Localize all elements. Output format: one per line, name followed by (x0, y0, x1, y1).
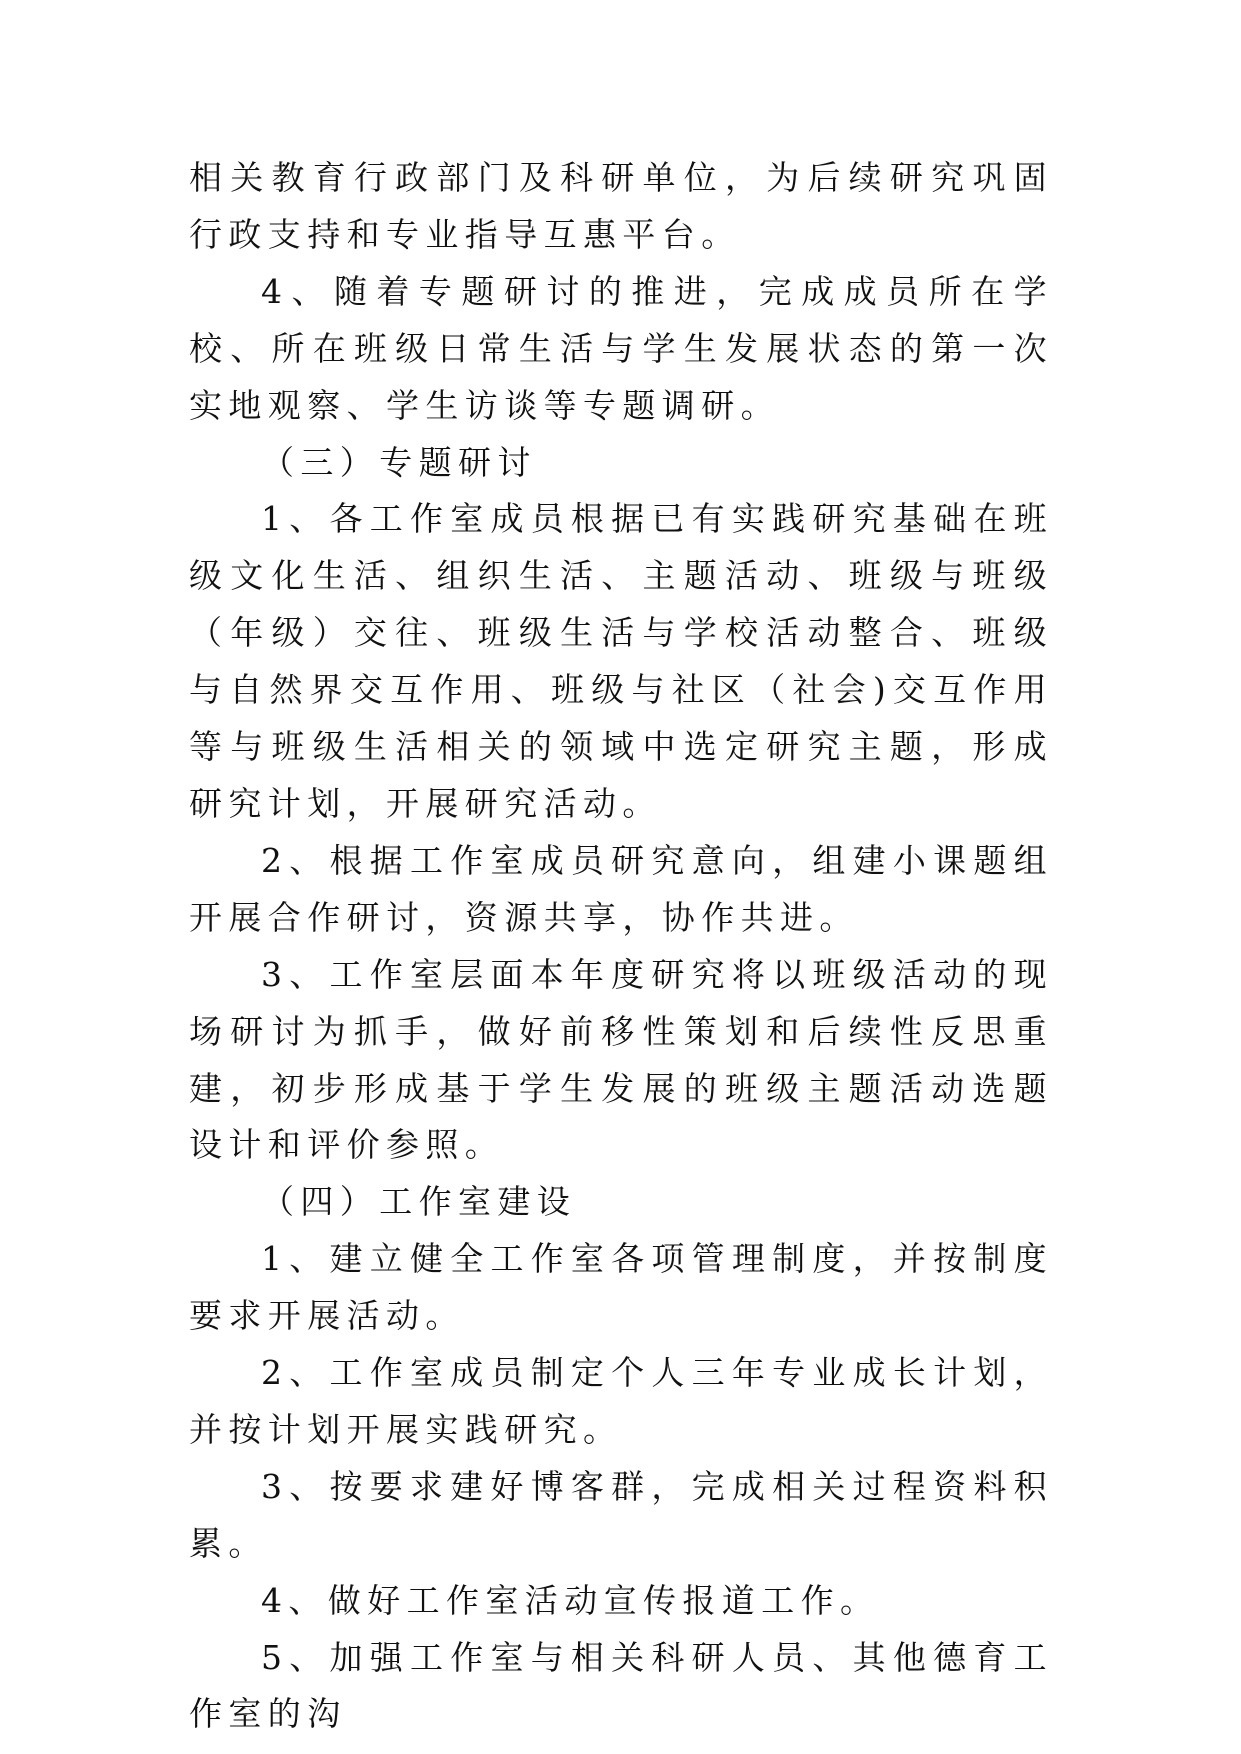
document-body (189, 150, 1053, 1743)
paragraph-item-4: 4、做好工作室活动宣传报道工作。 (261, 1580, 880, 1620)
paragraph-item-3: 3、按要求建好博客群，完成相关过程资料积累。 (189, 1466, 1053, 1563)
paragraph-item-4: 4、随着专题研讨的推进，完成成员所在学校、所在班级日常生活与学生发展状态的第一次实地观察、学生访谈等专题调研。 (189, 271, 1053, 425)
paragraph-item-2: 2、根据工作室成员研究意向，组建小课题组开展合作研讨，资源共享，协作共进。 (189, 840, 1053, 937)
paragraph-continuation: 相关教育行政部门及科研单位，为后续研究巩固行政支持和专业指导互惠平台。 (189, 158, 1053, 254)
paragraph-item-1: 1、建立健全工作室各项管理制度，并按制度要求开展活动。 (189, 1239, 1053, 1336)
section-heading-4: （四）工作室建设 (261, 1182, 577, 1222)
paragraph-item-1: 1、各工作室成员根据已有实践研究基础在班级文化生活、组织生活、主题活动、班级与班级（年级）交往、班级生活与学校活动整合、班级与自然界交互作用、班级与社区（社会)交互作用等与班级生活相关的领域中选定研究主题，形成研究计划，开展研究活动。 (189, 499, 1053, 823)
paragraph-item-3: 3、工作室层面本年度研究将以班级活动的现场研讨为抓手，做好前移性策划和后续性反思重建，初步形成基于学生发展的班级主题活动选题设计和评价参照。 (189, 954, 1053, 1165)
section-heading-3: （三）专题研讨 (261, 442, 537, 482)
paragraph-item-2: 2、工作室成员制定个人三年专业成长计划，并按计划开展实践研究。 (189, 1353, 1053, 1449)
paragraph-item-5: 5、加强工作室与相关科研人员、其他德育工作室的沟 (189, 1637, 1053, 1734)
